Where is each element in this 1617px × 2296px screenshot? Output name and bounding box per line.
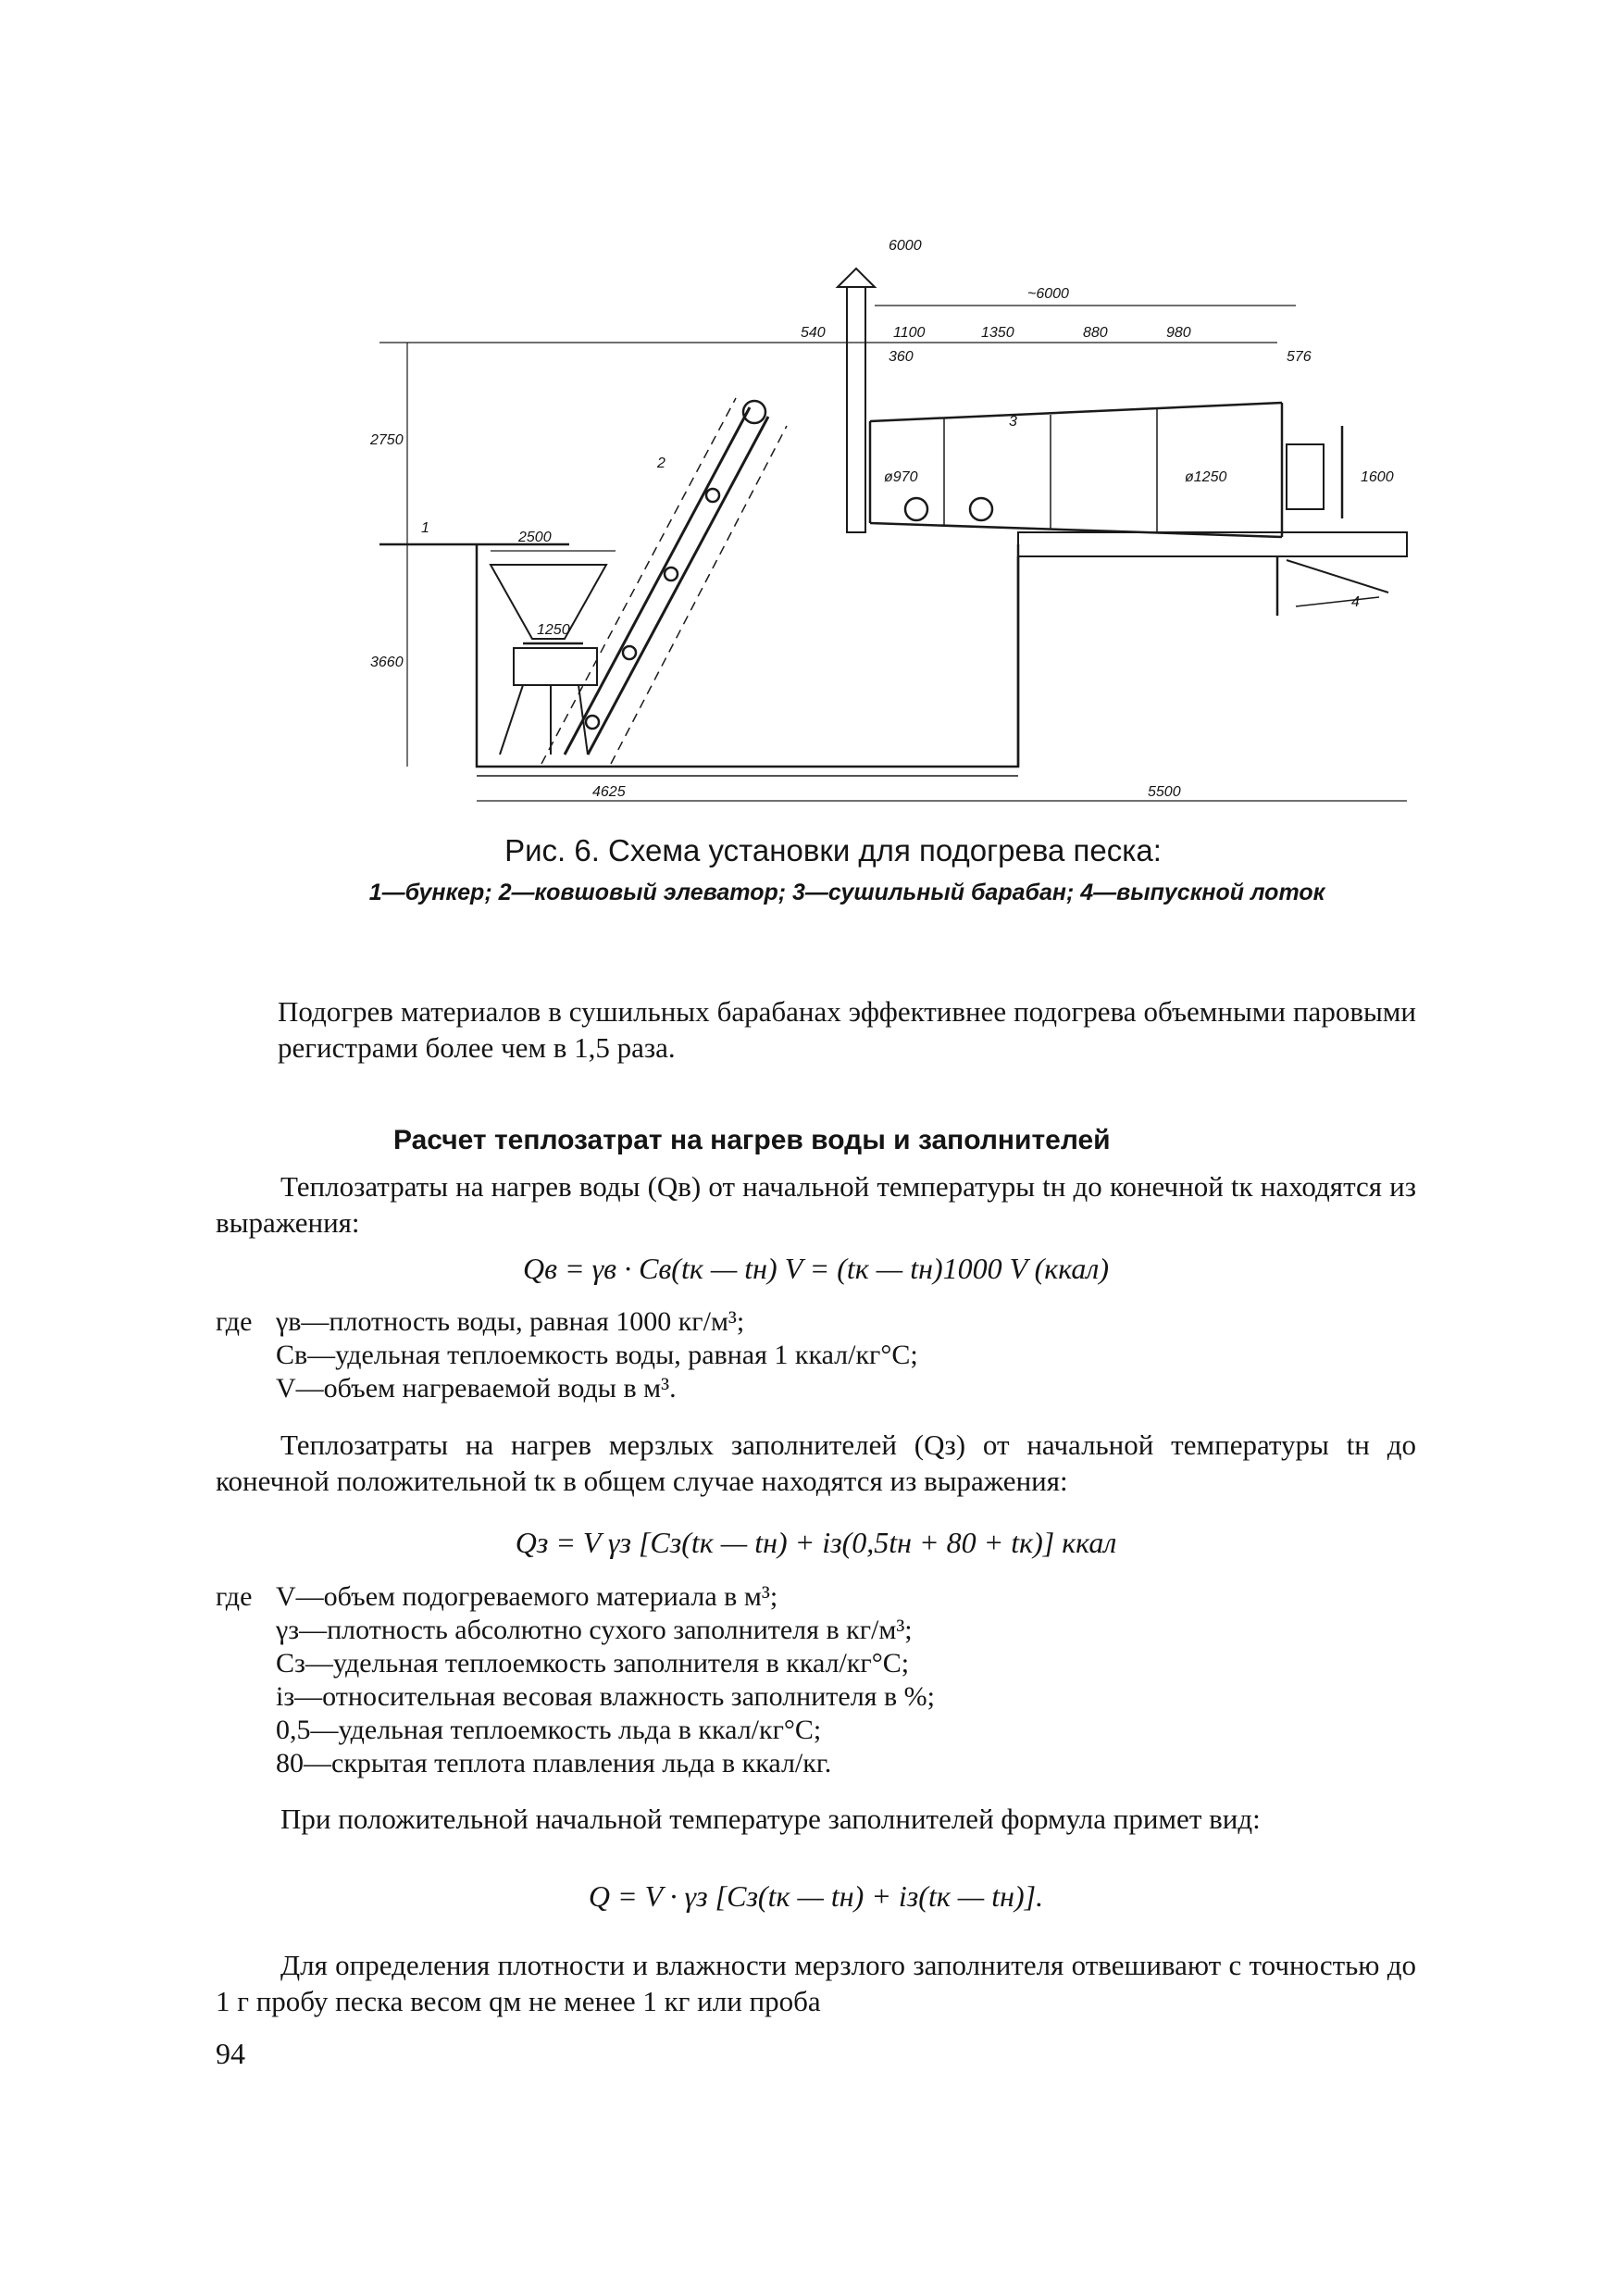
dim-5500: 5500 <box>1148 784 1181 800</box>
where2-item: V—объем подогреваемого материала в м³; <box>276 1581 778 1612</box>
installation-schematic <box>352 231 1444 824</box>
label-3: 3 <box>1009 414 1017 430</box>
where-label-2: где <box>216 1581 253 1612</box>
dim-1600: 1600 <box>1361 469 1394 485</box>
dim-576: 576 <box>1287 349 1312 365</box>
where2-item: γз—плотность абсолютно сухого заполнителя в кг/м³; <box>276 1615 913 1645</box>
dim-540: 540 <box>801 325 826 341</box>
where-label-1: где <box>216 1306 253 1337</box>
dim-970: ø970 <box>884 469 918 485</box>
formula-water-heat: Qв = γв · Cв(tк — tн) V = (tк — tн)1000 V (ккал) <box>522 1252 1110 1285</box>
dim-1250: 1250 <box>537 622 570 638</box>
dim-3660: 3660 <box>370 655 404 670</box>
paragraph-frozen-aggregate: Для определения плотности и влажности мерзлого заполнителя отвешивают с точностью до 1 г пробу песка весом qм не менее 1 кг или проба <box>216 1949 1416 2017</box>
dim-1250-diameter: ø1250 <box>1185 469 1227 485</box>
where1-item: V—объем нагреваемой воды в м³. <box>276 1373 677 1404</box>
where1-item: γв—плотность воды, равная 1000 кг/м³; <box>276 1306 745 1337</box>
dim-980: 980 <box>1166 325 1191 341</box>
dim-6000-span: ~6000 <box>1027 286 1069 302</box>
paragraph-heating-efficiency: Подогрев материалов в сушильных барабанах эффективнее подогрева объемными паровыми регистрами более чем в 1,5 раза. <box>278 995 1416 1064</box>
page-number: 94 <box>216 2037 245 2070</box>
dim-360: 360 <box>889 349 914 365</box>
paragraph-positive-temp: При положительной начальной температуре заполнителей формула примет вид: <box>280 1803 1261 1835</box>
figure-caption-title: Рис. 6. Схема установки для подогрева песка: <box>504 833 1162 867</box>
where2-item: iз—относительная весовая влажность заполнителя в %; <box>276 1681 935 1712</box>
dim-1350: 1350 <box>981 325 1014 341</box>
dim-2500: 2500 <box>518 530 552 545</box>
paragraph-water-heat: Теплозатраты на нагрев воды (Qв) от начальной температуры tн до конечной tк находятся из выражения: <box>216 1170 1416 1239</box>
label-4: 4 <box>1351 594 1360 610</box>
section-heading: Расчет теплозатрат на нагрев воды и заполнителей <box>393 1125 1111 1155</box>
formula-positive-temp: Q = V · γз [Cз(tк — tн) + iз(tк — tн)]. <box>588 1879 1044 1913</box>
dim-1100: 1100 <box>893 325 926 341</box>
where2-item: 80—скрытая теплота плавления льда в ккал/кг. <box>276 1748 832 1778</box>
dim-6000-top: 6000 <box>889 238 922 254</box>
dim-4625: 4625 <box>592 784 626 800</box>
where2-item: Cз—удельная теплоемкость заполнителя в ккал/кг°С; <box>276 1648 910 1678</box>
where1-item: Cв—удельная теплоемкость воды, равная 1 ккал/кг°С; <box>276 1340 918 1370</box>
dim-880: 880 <box>1083 325 1108 341</box>
label-2: 2 <box>657 455 665 471</box>
figure-caption-legend: 1—бункер; 2—ковшовый элеватор; 3—сушильный барабан; 4—выпускной лоток <box>368 880 1325 905</box>
formula-aggregate-heat: Qз = V γз [Cз(tк — tн) + iз(0,5tн + 80 + tк)] ккал <box>515 1526 1117 1559</box>
paragraph-aggregate-heat: Теплозатраты на нагрев мерзлых заполнителей (Qз) от начальной температуры tн до конечной положительной tк в общем случае находятся из выражения: <box>216 1429 1416 1497</box>
label-1: 1 <box>421 520 429 536</box>
where2-item: 0,5—удельная теплоемкость льда в ккал/кг°С; <box>276 1715 822 1745</box>
dim-2750: 2750 <box>370 432 404 448</box>
